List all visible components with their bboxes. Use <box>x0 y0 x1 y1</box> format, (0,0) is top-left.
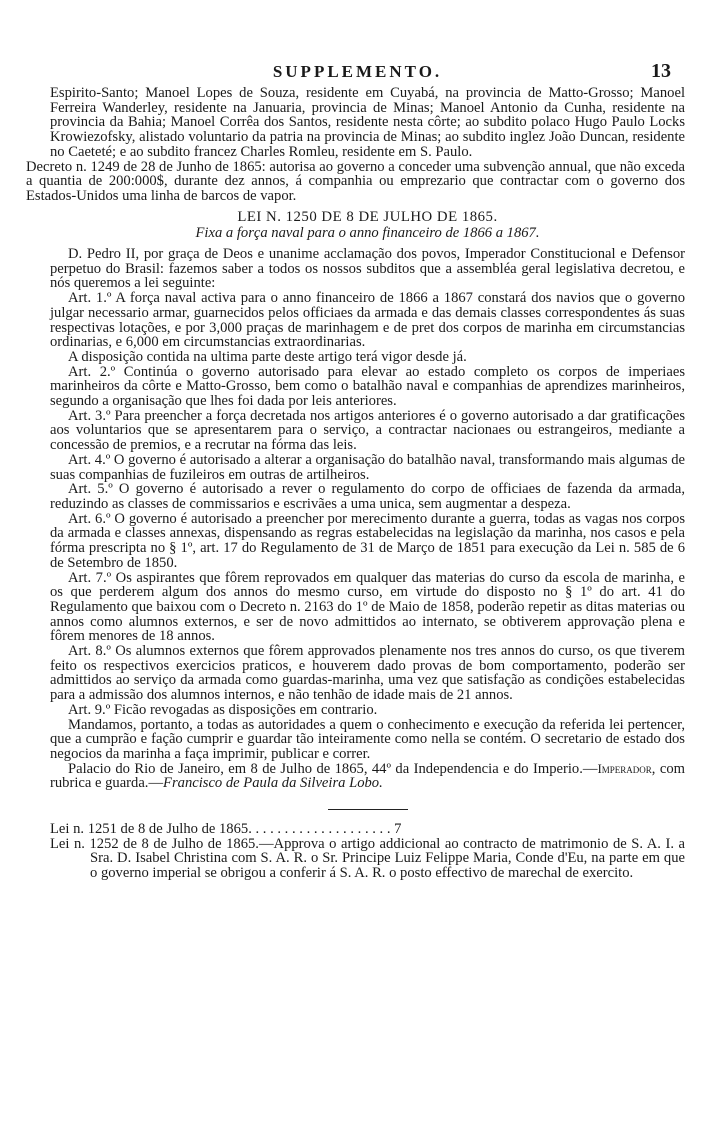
law-closing <box>50 762 685 791</box>
index-entry-1251: Lei n. 1251 de 8 de Julho de 1865. . . . . . . . . . . . . . . . . . . . 7 <box>50 821 402 838</box>
closing-emperor: Imperador <box>597 760 652 776</box>
law-article-1: Art. 1.º A força naval activa para o anno financeiro de 1866 a 1867 constará dos navios que o governo julgar necessario armar, guarnecidos pelos officiaes da armada e das demais classes correspondentes ás suas respectivas lotações, e por 3,000 praças de marinhagem e de pret dos corpos de marinha em circumstancias ordinarias, e 6,000 em circumstancias extraordinarias. <box>50 290 685 351</box>
law-article-4: Art. 4.º O governo é autorisado a alterar a organisação do batalhão naval, transformando mais algumas de suas companhias de fuzileiros em outras de artilheiros. <box>50 451 685 483</box>
law-article-6: Art. 6.º O governo é autorisado a preencher por merecimento durante a guerra, todas as vagas nos corpos da armada e classes annexas, dispensando as regras estabelecidas na legislação da marinha, nos casos e pela fórma prescripta no § 1º, art. 17 do Regulamento de 31 de Março de 1851 para execução da Lei n. 585 de 6 de Setembro de 1850. <box>50 510 685 571</box>
law-article-9: Art. 9.º Ficão revogadas as disposições em contrario. <box>68 701 378 718</box>
law-preamble: D. Pedro II, por graça de Deos e unanime acclamação dos povos, Imperador Constitucional e Defensor perpetuo do Brasil: fazemos saber a todos os nossos subditos que a assembléa geral legislativa decretou, e nós queremos a lei seguinte: <box>50 246 685 292</box>
section-divider <box>328 809 408 810</box>
law-article-7: Art. 7.º Os aspirantes que fôrem reprovados em qualquer das materias do curso da escola de marinha, e os que perderem algum dos annos do mesmo curso, em virtude do disposto no § 1º do art. 41 do Regulamento que baixou com o Decreto n. 2163 do 1º de Maio de 1858, poderão repetir as ditas materias ou annos como alumnos externos, e ser de novo admittidos ao internato, se obtiverem approvação plena e fôrem menores de 18 annos. <box>50 569 685 645</box>
law-article-5: Art. 5.º O governo é autorisado a rever o regulamento do corpo de officiaes de fazenda da armada, reduzindo as classes de commissarios e escrivães a uma unica, sem augmentar a despeza. <box>50 481 685 512</box>
law-article-1-note: A disposição contida na ultima parte deste artigo terá vigor desde já. <box>68 348 467 365</box>
law-subtitle: Fixa a força naval para o anno financeiro de 1866 a 1867. <box>195 225 540 242</box>
law-mandate: Mandamos, portanto, a todas as autoridades a quem o conhecimento e execução da referida lei pertencer, que a cumprão e fação cumprir e guardar tão inteiramente como nella se contém. O secretario de estado dos negocios da marinha a faça imprimir, publicar e correr. <box>50 716 685 762</box>
index-entry-1252: Lei n. 1252 de 8 de Julho de 1865.—Approva o artigo addicional ao contracto de matrimonio de S. A. I. a Sra. D. Isabel Christina com S. A. R. o Sr. Principe Luiz Felippe Maria, Conde d'Eu, na parte em que o governo imperial se obrigou a conferir á S. A. R. o posto effectivo de marechal de exercito. <box>50 835 685 882</box>
decree-entry <box>26 160 685 204</box>
law-article-3: Art. 3.º Para preencher a força decretada nos artigos anteriores é o governo autorisado a dar gratificações aos voluntarios que se apresentarem para o serviço, a contractar nacionaes ou estrangeiros, mediante a concessão de premios, e a recrutar na fórma das leis. <box>50 407 685 454</box>
closing-middle: , com rubrica e guarda.— <box>50 760 685 792</box>
closing-minister: Francisco de Paula da Silveira Lobo. <box>163 775 383 792</box>
law-article-2: Art. 2.º Continúa o governo autorisado para elevar ao estado completo os corpos de imperiaes marinheiros da côrte e Matto-Grosso, bem como o batalhão naval e companhias de aprendizes marinheiros, segundo a organisação que lhes foi dada por leis anteriores. <box>50 363 685 410</box>
page-body <box>26 85 685 882</box>
page-number: 13 <box>651 60 671 82</box>
page-header <box>0 58 715 88</box>
closing-text: Palacio do Rio de Janeiro, em 8 de Julho de 1865, 44º da Independencia e do Imperio.— <box>68 760 598 777</box>
law-article-8: Art. 8.º Os alumnos externos que fôrem approvados plenamente nos tres annos do curso, os que tiverem feito os respectivos exercicios praticos, e houverem dado provas de bom comportamento, poderão ser admittidos ao serviço da armada como guardas-marinha, uma vez que satisfação as condições estabelecidas para a admissão dos alumnos internos, e não tenhão de idade mais de 21 annos. <box>50 643 685 704</box>
continued-paragraph: Espirito-Santo; Manoel Lopes de Souza, residente em Cuyabá, na provincia de Matto-Grosso; Manoel Ferreira Wanderley, residente na Januaria, provincia de Minas; Manoel Antonio da Cunha, residente na provincia da Bahia; Manoel Corrêa dos Santos, residente nesta côrte; ao subdito polaco Hugo Paulo Locks Krowiezofsky, alistado voluntario da patria na provincia de Minas; ao subdito inglez João Duncan, residente no Caeteté; e ao subdito francez Charles Romleu, residente em S. Paulo. <box>50 85 685 160</box>
decree-text: Decreto n. 1249 de 28 de Junho de 1865: autorisa ao governo a conceder uma subvenção annual, que não exceda a quantia de 200:000$, durante dez annos, á companhia ou emprezario que contractar com o governo dos Estados-Unidos uma linha de barcos de vapor. <box>26 158 685 204</box>
running-title: SUPPLEMENTO. <box>272 62 443 81</box>
law-title: LEI N. 1250 DE 8 DE JULHO DE 1865. <box>237 208 498 225</box>
